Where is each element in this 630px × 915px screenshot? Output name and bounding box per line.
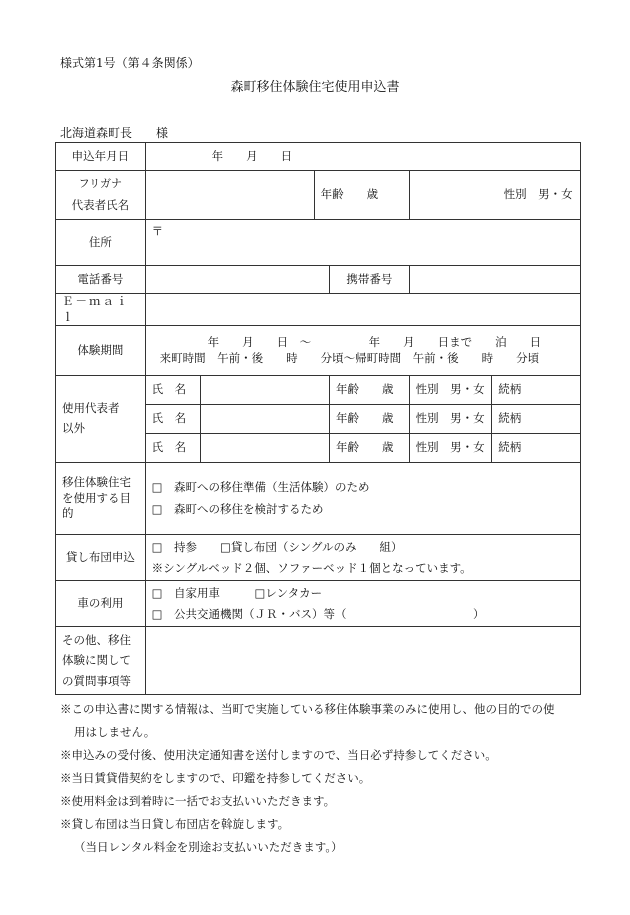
other-name-field[interactable] [201, 434, 330, 463]
questions-label-line2: 体験に関して [62, 653, 131, 668]
purpose-checkbox-consider[interactable]: □ 森町への移住を検討するため [151, 501, 324, 516]
purpose-label [56, 463, 146, 535]
representative-name-field[interactable] [145, 171, 409, 220]
futon-label: 貸し布団申込 [56, 535, 146, 581]
period-field[interactable] [145, 326, 580, 376]
other-name-field[interactable] [201, 376, 330, 405]
mobile-field[interactable] [409, 266, 580, 294]
car-options [145, 581, 580, 627]
postal-mark: 〒 [151, 224, 164, 238]
representative-name-label [56, 171, 146, 220]
note-line: （当日レンタル料金を別途お支払いいただきます。） [74, 840, 343, 854]
form-title: 森町移住体験住宅使用申込書 [230, 80, 400, 95]
questions-label [56, 627, 146, 695]
other-sex-field[interactable]: 性別 男・女 [409, 405, 492, 434]
furigana-label: フリガナ [78, 176, 123, 190]
application-date-label: 申込年月日 [56, 143, 146, 171]
other-users-label [56, 376, 146, 463]
application-date-row [56, 143, 581, 171]
purpose-label-line1: 移住体験住宅 [62, 475, 131, 490]
car-checkbox-private-rental[interactable]: □ 自家用車 □レンタカー [151, 585, 323, 600]
rep-sex-label: 性別 男・女 [503, 187, 573, 202]
rep-name-label: 代表者氏名 [71, 197, 130, 212]
other-users-label-line1: 使用代表者 [62, 401, 120, 416]
form-number: 様式第1号（第４条関係） [60, 56, 200, 70]
car-label: 車の利用 [56, 581, 146, 627]
period-dates: 年 月 日 ～ 年 月 日まで 泊 日 [207, 335, 542, 350]
questions-label-line1: その他、移住 [62, 633, 131, 648]
address-row [56, 220, 581, 266]
phone-field[interactable] [145, 266, 329, 294]
note-line: ※この申込書に関する情報は、当町で実施している移住体験事業のみに使用し、他の目的での使 [60, 702, 555, 716]
addressee: 北海道森町長 様 [60, 126, 169, 140]
rep-age-label: 年齢 歳 [320, 187, 379, 202]
other-user-row [56, 376, 581, 405]
note-line: ※申込みの受付後、使用決定通知書を送付しますので、当日必ず持参してください。 [60, 748, 497, 762]
note-line: ※貸し布団は当日貸し布団店を斡旋します。 [60, 817, 290, 831]
phone-label: 電話番号 [56, 266, 146, 294]
phone-row [56, 266, 581, 294]
other-sex-field[interactable]: 性別 男・女 [409, 376, 492, 405]
purpose-row [56, 463, 581, 535]
questions-label-line3: の質問事項等 [62, 673, 131, 688]
purpose-checkbox-preparation[interactable]: □ 森町への移住準備（生活体験）のため [151, 479, 370, 494]
other-name-label: 氏 名 [145, 434, 200, 463]
address-field[interactable] [145, 220, 580, 266]
note-line: ※使用料金は到着時に一括でお支払いいただきます。 [60, 794, 336, 808]
rep-age-field[interactable] [314, 171, 409, 219]
other-users-label-line2: 以外 [62, 421, 85, 436]
other-sex-field[interactable]: 性別 男・女 [409, 434, 492, 463]
futon-note: ※シングルベッド２個、ソファーベッド１個となっています。 [151, 560, 472, 575]
period-row [56, 326, 581, 376]
mobile-label: 携帯番号 [330, 266, 410, 294]
purpose-label-line3: 的 [62, 506, 74, 521]
purpose-options [145, 463, 580, 535]
email-row [56, 294, 581, 326]
other-relation-field[interactable]: 続柄 [492, 434, 581, 463]
questions-row [56, 627, 581, 695]
application-date-field[interactable]: 年 月 日 [145, 143, 580, 171]
futon-options [145, 535, 580, 581]
other-age-field[interactable]: 年齢 歳 [330, 405, 410, 434]
other-name-label: 氏 名 [145, 376, 200, 405]
note-line: 用はしません。 [74, 725, 156, 739]
car-row [56, 581, 581, 627]
representative-row [56, 171, 581, 220]
other-name-field[interactable] [201, 405, 330, 434]
email-label: Ｅ－ｍａｉｌ [56, 294, 146, 326]
rep-sex-field[interactable] [409, 171, 580, 220]
futon-checkboxes[interactable]: □ 持参 □貸し布団（シングルのみ 組） [151, 539, 403, 554]
email-field[interactable] [145, 294, 580, 326]
futon-row [56, 535, 581, 581]
notes-section [60, 698, 600, 859]
car-checkbox-public[interactable]: □ 公共交通機関（ＪＲ・バス）等（ ） [151, 606, 485, 621]
period-label: 体験期間 [56, 326, 146, 376]
other-age-field[interactable]: 年齢 歳 [330, 376, 410, 405]
address-label: 住所 [56, 220, 146, 266]
purpose-label-line2: を使用する目 [62, 490, 131, 505]
questions-field[interactable] [145, 627, 580, 695]
note-line: ※当日賃貸借契約をしますので、印鑑を持参してください。 [60, 771, 371, 785]
other-name-label: 氏 名 [145, 405, 200, 434]
other-relation-field[interactable]: 続柄 [492, 405, 581, 434]
application-form-table [55, 142, 581, 695]
period-times: 来町時間 午前・後 時 分頃～帰町時間 午前・後 時 分頃 [159, 350, 540, 365]
other-relation-field[interactable]: 続柄 [492, 376, 581, 405]
other-age-field[interactable]: 年齢 歳 [330, 434, 410, 463]
